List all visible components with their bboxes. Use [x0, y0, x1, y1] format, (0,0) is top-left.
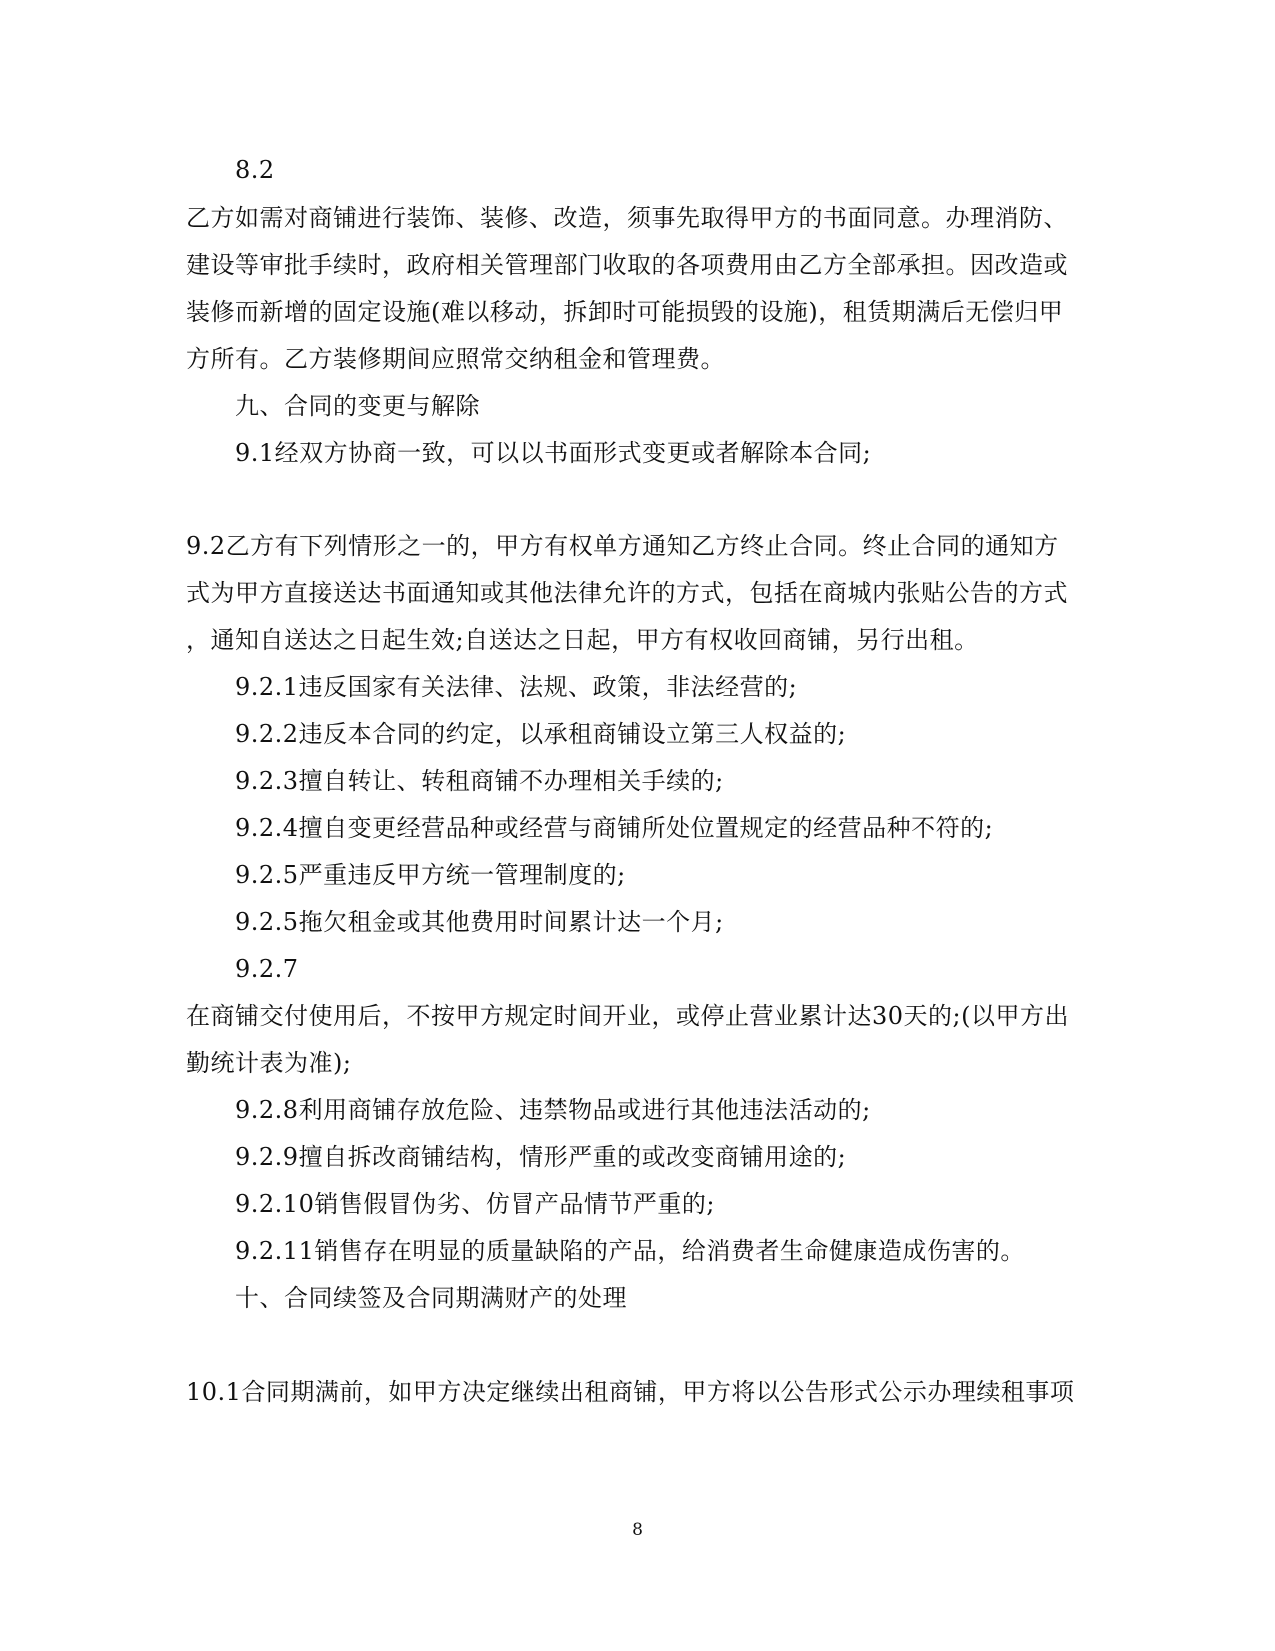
clause-8-2-text-line-1: 乙方如需对商铺进行装饰、装修、改造，须事先取得甲方的书面同意。办理消防、 [186, 204, 1068, 232]
clause-9-2-7-line-1: 在商铺交付使用后，不按甲方规定时间开业，或停止营业累计达30天的;(以甲方出 [186, 1002, 1069, 1030]
clause-9-2-1: 9.2.1违反国家有关法律、法规、政策，非法经营的; [235, 673, 798, 701]
clause-8-2-number: 8.2 [235, 156, 275, 184]
clause-9-2-line-1: 9.2乙方有下列情形之一的，甲方有权单方通知乙方终止合同。终止合同的通知方 [186, 532, 1059, 560]
clause-9-2-5-arrears: 9.2.5拖欠租金或其他费用时间累计达一个月; [235, 908, 724, 936]
clause-9-2-2: 9.2.2违反本合同的约定，以承租商铺设立第三人权益的; [235, 720, 847, 748]
page-number: 8 [632, 1520, 643, 1540]
clause-9-2-line-2: 式为甲方直接送达书面通知或其他法律允许的方式，包括在商城内张贴公告的方式 [186, 579, 1068, 607]
clause-9-2-4: 9.2.4擅自变更经营品种或经营与商铺所处位置规定的经营品种不符的; [235, 814, 994, 842]
clause-9-2-7-line-2: 勤统计表为准); [186, 1049, 352, 1077]
clause-9-2-10: 9.2.10销售假冒伪劣、仿冒产品情节严重的; [235, 1190, 715, 1218]
clause-9-2-5: 9.2.5严重违反甲方统一管理制度的; [235, 861, 626, 889]
clause-9-2-8: 9.2.8利用商铺存放危险、违禁物品或进行其他违法活动的; [235, 1096, 871, 1124]
clause-8-2-text-line-2: 建设等审批手续时，政府相关管理部门收取的各项费用由乙方全部承担。因改造或 [186, 251, 1068, 279]
section-9-heading: 九、合同的变更与解除 [235, 392, 480, 420]
section-10-heading: 十、合同续签及合同期满财产的处理 [235, 1284, 627, 1312]
clause-8-2-text-line-3: 装修而新增的固定设施(难以移动，拆卸时可能损毁的设施)，租赁期满后无偿归甲 [186, 298, 1064, 326]
clause-9-2-line-3: ，通知自送达之日起生效;自送达之日起，甲方有权收回商铺，另行出租。 [186, 626, 979, 654]
clause-9-2-7-number: 9.2.7 [235, 955, 299, 983]
clause-10-1-line-1: 10.1合同期满前，如甲方决定继续出租商铺，甲方将以公告形式公示办理续租事项 [186, 1378, 1075, 1406]
clause-8-2-text-line-4: 方所有。乙方装修期间应照常交纳租金和管理费。 [186, 345, 725, 373]
clause-9-1: 9.1经双方协商一致，可以以书面形式变更或者解除本合同; [235, 439, 872, 467]
clause-9-2-11: 9.2.11销售存在明显的质量缺陷的产品，给消费者生命健康造成伤害的。 [235, 1237, 1025, 1265]
clause-9-2-3: 9.2.3擅自转让、转租商铺不办理相关手续的; [235, 767, 724, 795]
clause-9-2-9: 9.2.9擅自拆改商铺结构，情形严重的或改变商铺用途的; [235, 1143, 847, 1171]
